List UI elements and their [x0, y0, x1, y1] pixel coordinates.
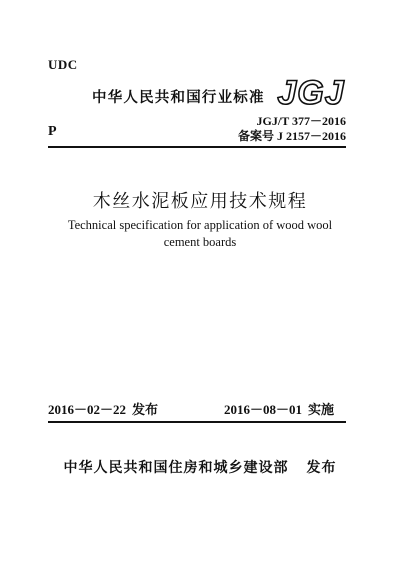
issue-label: 发布	[132, 403, 159, 418]
document-title-english-line2: cement boards	[163, 235, 237, 249]
issue-date-block	[48, 399, 158, 418]
standard-type: 中华人民共和国行业标准	[92, 90, 265, 106]
document-title-chinese: 木丝水泥板应用技术规程	[92, 191, 308, 212]
jgj-logo-icon	[276, 74, 346, 108]
implementation-date-block	[224, 399, 334, 418]
udc-label: UDC	[48, 57, 78, 72]
issuer-block	[0, 457, 400, 477]
document-title-english-line1: Technical specification for application of wood wool	[67, 218, 333, 232]
top-divider	[48, 146, 346, 148]
issue-date: 2016－02－22	[48, 402, 127, 417]
implementation-label: 实施	[308, 403, 335, 418]
category-letter: P	[48, 124, 57, 139]
implementation-date: 2016－08－01	[224, 402, 303, 417]
issuer-action: 发布	[306, 460, 337, 476]
issuer-name: 中华人民共和国住房和城乡建设部	[63, 460, 289, 476]
jgj-logo-text: JGJ	[277, 74, 345, 108]
standard-code: JGJ/T 377－2016	[256, 114, 346, 128]
bottom-divider	[48, 421, 346, 423]
filing-number: 备案号 J 2157－2016	[237, 129, 346, 143]
